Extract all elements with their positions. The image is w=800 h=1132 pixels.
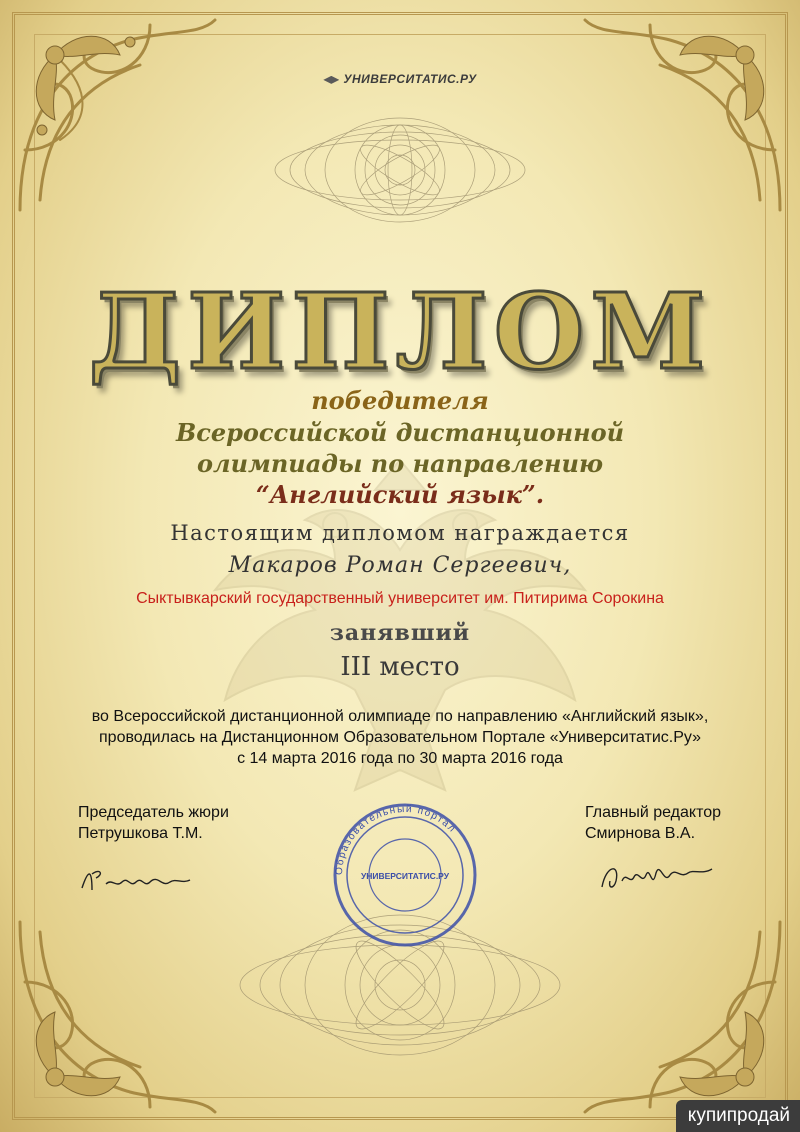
subtitle-line-2: олимпиады по направлению <box>197 449 603 478</box>
handwritten-signature-right <box>598 855 718 900</box>
recipient-name: Макаров Роман Сергеевич, <box>228 553 572 578</box>
recipient-institution: Сыктывкарский государственный университет им. Питирима Сорокина <box>136 590 664 607</box>
graduation-cap-icon <box>323 76 339 84</box>
description-line: проводилась на Дистанционном Образовательном Портале «Университатис.Ру» <box>99 729 701 746</box>
description-block <box>0 706 800 769</box>
description-line: во Всероссийской дистанционной олимпиаде по направлению «Английский язык», <box>91 708 709 725</box>
site-logo <box>0 72 800 86</box>
subtitle-line-1: Всероссийской дистанционной <box>175 418 625 447</box>
signer-role: Главный редактор <box>585 804 722 821</box>
ornament-corner-bottom-right <box>570 902 800 1132</box>
ornament-corner-top-left <box>0 0 230 230</box>
signer-name: Петрушкова Т.М. <box>78 825 203 842</box>
stamp-ring-text: Образовательный портал <box>333 803 459 876</box>
ornament-corner-bottom-left <box>0 902 230 1132</box>
description-line: с 14 марта 2016 года по 30 марта 2016 года <box>237 750 563 767</box>
guilloche-top-ornament <box>270 100 530 240</box>
stamp-center-text: УНИВЕРСИТАТИС.РУ <box>360 871 450 881</box>
diploma-title: ДИПЛОМ <box>88 270 712 393</box>
signature-block-right <box>585 802 721 844</box>
logo-text: УНИВЕРСИТАТИС.РУ <box>343 72 477 86</box>
official-stamp <box>330 800 480 950</box>
handwritten-signature-left <box>78 860 198 900</box>
place-awarded: III место <box>340 652 460 682</box>
subtitle-winner: победителя <box>311 386 489 415</box>
signer-role: Председатель жюри <box>78 804 229 821</box>
ornament-corner-top-right <box>570 0 800 230</box>
award-statement: Настоящим дипломом награждается <box>170 521 630 545</box>
took-label: занявший <box>329 620 471 646</box>
subtitle-subject: “Английский язык”. <box>255 480 545 509</box>
signer-name: Смирнова В.А. <box>585 825 696 842</box>
marketplace-watermark: купипродай <box>676 1100 800 1132</box>
signature-block-left <box>78 802 229 844</box>
